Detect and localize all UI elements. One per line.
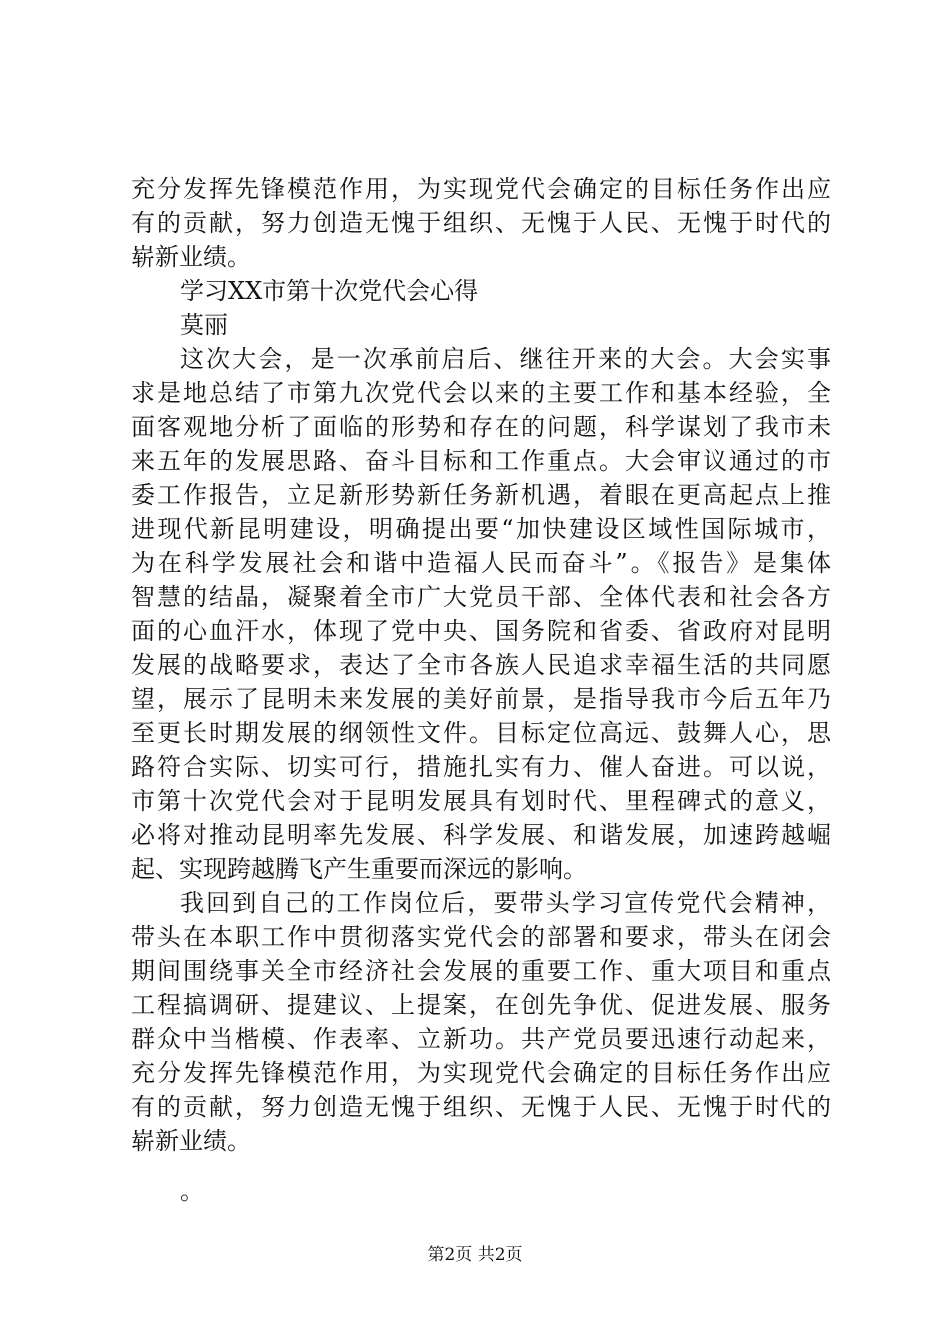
paragraph-line: 起、实现跨越腾飞产生重要而深远的影响。 [131,855,587,883]
paragraph-line: 进现代新昆明建设，明确提出要“加快建设区域性国际城市， [131,515,831,543]
paragraph-line: 崭新业绩。 [131,1127,251,1155]
paragraph-line: 市第十次党代会对于昆明发展具有划时代、里程碑式的意义， [131,787,831,815]
paragraph-line: 有的贡献，努力创造无愧于组织、无愧于人民、无愧于时代的 [131,1093,831,1121]
paragraph-line: 充分发挥先锋模范作用，为实现党代会确定的目标任务作出应 [131,1059,831,1087]
paragraph-line: 路符合实际、切实可行，措施扎实有力、催人奋进。可以说， [131,753,831,781]
paragraph-line: 必将对推动昆明率先发展、科学发展、和谐发展，加速跨越崛 [131,821,831,849]
paragraph-line: 智慧的结晶，凝聚着全市广大党员干部、全体代表和社会各方 [131,583,831,611]
intro-line: 有的贡献，努力创造无愧于组织、无愧于人民、无愧于时代的 [131,209,831,237]
paragraph-line: 至更长时期发展的纲领性文件。目标定位高远、鼓舞人心，思 [131,719,831,747]
intro-line: 充分发挥先锋模范作用，为实现党代会确定的目标任务作出应 [131,175,831,203]
paragraph-line: 期间围绕事关全市经济社会发展的重要工作、重大项目和重点 [131,957,831,985]
paragraph-line: 求是地总结了市第九次党代会以来的主要工作和基本经验，全 [131,379,831,407]
paragraph-line: 望，展示了昆明未来发展的美好前景，是指导我市今后五年乃 [131,685,831,713]
paragraph-line: 为在科学发展社会和谐中造福人民而奋斗”。《报告》是集体 [131,549,831,577]
paragraph-line: 来五年的发展思路、奋斗目标和工作重点。大会审议通过的市 [131,447,831,475]
paragraph-line: 面的心血汗水，体现了党中央、国务院和省委、省政府对昆明 [131,617,831,645]
paragraph-line: 工程搞调研、提建议、上提案，在创先争优、促进发展、服务 [131,991,831,1019]
paragraph-line: 这次大会，是一次承前启后、继往开来的大会。大会实事 [180,345,831,373]
paragraph-line: 群众中当楷模、作表率、立新功。共产党员要迅速行动起来， [131,1025,831,1053]
intro-line: 崭新业绩。 [131,243,251,271]
page-number-footer: 第2页 共2页 [427,1245,523,1265]
document-author: 莫丽 [180,311,228,339]
paragraph-line: 带头在本职工作中贯彻落实党代会的部署和要求，带头在闭会 [131,923,831,951]
document-title: 学习XX市第十次党代会心得 [180,277,479,305]
trailing-mark: 。 [180,1177,204,1205]
paragraph-line: 发展的战略要求，表达了全市各族人民追求幸福生活的共同愿 [131,651,831,679]
paragraph-line: 委工作报告，立足新形势新任务新机遇，着眼在更高起点上推 [131,481,831,509]
paragraph-line: 我回到自己的工作岗位后，要带头学习宣传党代会精神， [180,889,831,917]
paragraph-line: 面客观地分析了面临的形势和存在的问题，科学谋划了我市未 [131,413,831,441]
